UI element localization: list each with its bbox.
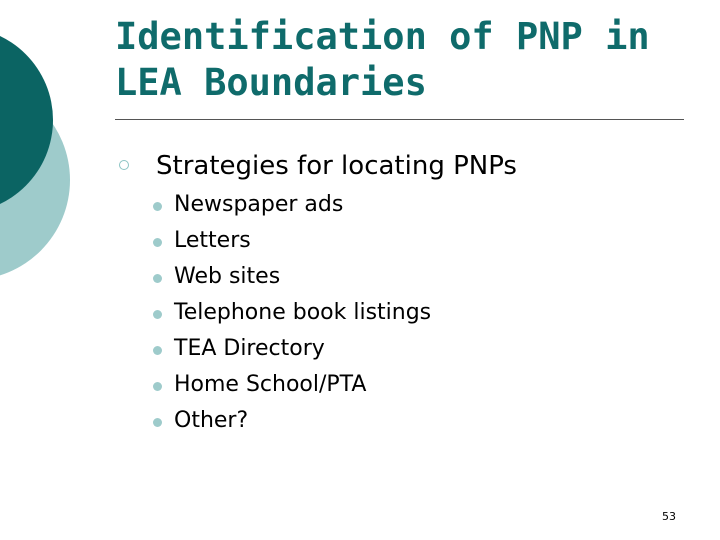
bullet-dot-icon: [153, 310, 162, 319]
bullet-dot-icon: [153, 382, 162, 391]
list-item-text: Telephone book listings: [174, 300, 432, 325]
hollow-circle-bullet-icon: [119, 160, 129, 170]
bullet-dot-icon: [153, 346, 162, 355]
list-item-text: Home School/PTA: [174, 372, 367, 397]
page-number: 53: [662, 510, 676, 523]
list-item-text: Letters: [174, 228, 251, 253]
list-item-text: Web sites: [174, 264, 281, 289]
bullet-dot-icon: [153, 238, 162, 247]
bullet-dot-icon: [153, 418, 162, 427]
bullet-dot-icon: [153, 274, 162, 283]
list-item-text: TEA Directory: [174, 336, 325, 361]
bullet-dot-icon: [153, 202, 162, 211]
slide-title: Identification of PNP in LEA Boundaries: [115, 15, 650, 104]
main-bullet-text: Strategies for locating PNPs: [156, 151, 517, 181]
list-item-text: Other?: [174, 408, 249, 433]
list-item-text: Newspaper ads: [174, 192, 344, 217]
decorative-circles: [0, 0, 110, 300]
title-divider: [115, 119, 684, 120]
